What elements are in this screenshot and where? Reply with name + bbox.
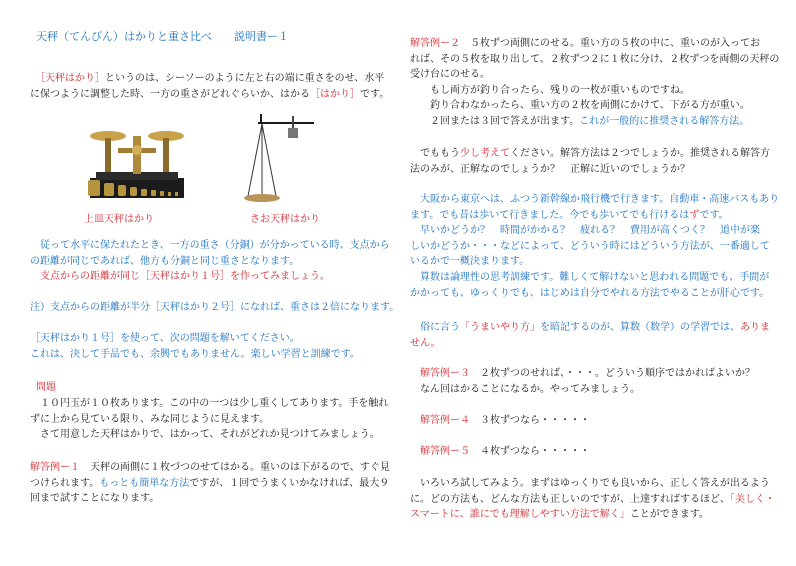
text-line bbox=[410, 116, 749, 128]
text-segment: 算数は論理性の思考訓練です。難しくて解けないと思われる問題でも、手間が bbox=[410, 272, 770, 283]
text-segment: ５枚ずつ両側にのせる。重い方の５枚の中に、重いのが入ってお bbox=[460, 38, 760, 49]
text-line bbox=[30, 302, 399, 314]
text-segment bbox=[410, 415, 420, 426]
text-segment: かかっても、ゆっくりでも、はじめは自分でやれる方法でやることが肝心です。 bbox=[410, 287, 770, 299]
text-segment: 従って水平に保たれたとき、一方の重さ（分銅）が分かっている時、支点から bbox=[30, 240, 390, 251]
text-segment: ありま bbox=[740, 322, 770, 333]
text-line bbox=[410, 69, 490, 81]
text-segment: 解答例ー４ bbox=[420, 415, 470, 426]
text-line bbox=[410, 210, 729, 222]
text-segment: ます。でも昔は歩いて行きました。今でも歩いてでも行けるは bbox=[410, 209, 690, 221]
text-segment: 「美しく・ bbox=[730, 493, 775, 505]
text-line bbox=[410, 194, 779, 206]
text-line bbox=[30, 462, 390, 474]
text-segment bbox=[410, 368, 420, 379]
text-segment: 受け台にのせる。 bbox=[410, 69, 490, 81]
text-segment: いろいろ試してみよう。まずはゆっくりでも良いから、正しく答えが出るよう bbox=[410, 478, 770, 489]
text-line bbox=[30, 73, 384, 85]
text-segment: 法のみが、正解なのでしょうか？ 正解に近いのでしょうか？ bbox=[410, 163, 690, 175]
text-segment: 解答例ー１ bbox=[30, 462, 80, 473]
text-line bbox=[30, 429, 380, 441]
text-segment: つけられます。 bbox=[30, 477, 100, 489]
caption-upper-plate-scale: 上皿天秤はかり bbox=[84, 214, 154, 225]
page-title: 天秤（てんびん）はかりと重さ比べ 説明書ー１ bbox=[36, 30, 289, 43]
text-line bbox=[30, 478, 389, 490]
steelyard-scale-image bbox=[238, 112, 318, 206]
weights-icon bbox=[88, 176, 198, 198]
text-segment: の距離が同じであれば、他方も分銅と同じ重さとなります。 bbox=[30, 255, 300, 267]
text-segment: というのは、シーソーのように左と右の端に重さをのせ、水平 bbox=[105, 73, 385, 84]
text-line bbox=[410, 288, 769, 300]
text-segment bbox=[30, 73, 40, 84]
text-line bbox=[410, 494, 775, 506]
text-segment: 解答例ー２ bbox=[410, 38, 460, 49]
text-segment: なん回はかることになるか。やってみましょう。 bbox=[410, 383, 640, 395]
text-line bbox=[410, 384, 640, 396]
text-segment: でももう bbox=[410, 148, 460, 159]
text-line bbox=[30, 349, 360, 361]
text-segment: これは、決して手品でも、余興でもありません。楽しい学習と訓練です。 bbox=[30, 348, 360, 360]
text-segment: もし両方が釣り合ったら、残りの一枚が重いものですね。 bbox=[410, 84, 690, 96]
text-line bbox=[410, 164, 690, 176]
text-line bbox=[410, 368, 755, 380]
text-segment: に。どの方法も、どんな方法も正しいのですが、上達すればするほど、 bbox=[410, 493, 730, 505]
text-segment: 大阪から東京へは、ふつう新幹線か飛行機で行きます。自動車・高速バスもあり bbox=[410, 194, 780, 205]
text-line bbox=[410, 148, 770, 160]
text-line bbox=[410, 415, 590, 427]
text-segment: 「うまいやり方」 bbox=[460, 322, 540, 333]
text-segment: スマートに、誰にでも理解しやすい方法で解く」 bbox=[410, 509, 630, 521]
text-segment: ［はかり］ bbox=[310, 88, 360, 100]
text-segment: ず bbox=[689, 209, 700, 221]
text-segment: 解答例ー３ bbox=[420, 368, 470, 379]
text-segment: もっとも簡単な方法 bbox=[99, 477, 190, 489]
text-line bbox=[410, 85, 690, 97]
text-line bbox=[410, 338, 441, 350]
text-segment: 注）支点からの距離が半分［天秤はかり２号］になれば、重さは２倍になります。 bbox=[30, 302, 400, 313]
text-segment: ［天秤はかり１号］を使って、次の問題を解いてください。 bbox=[30, 333, 300, 344]
text-line bbox=[30, 493, 159, 505]
text-segment: これが一般的に推奨される解答方法。 bbox=[579, 116, 750, 127]
text-segment: 天秤の両側に１枚づつのせてはかる。重いのは下がるので、すぐ見 bbox=[80, 462, 390, 473]
text-segment: 支点からの距離が同じ［天秤はかり１号］を作ってみましょう。 bbox=[30, 271, 330, 283]
text-line bbox=[30, 333, 300, 345]
text-segment: ２回または３回で答えが出ます。 bbox=[410, 116, 580, 127]
text-segment: 釣り合わなかったら、重い方の２枚を両側にかけて、下がる方が重い。 bbox=[410, 100, 750, 112]
text-segment: いるかで一概決まります。 bbox=[410, 256, 530, 268]
text-line bbox=[30, 271, 330, 283]
text-segment: を暗記するのが、算数（数学）の学習では、 bbox=[540, 322, 740, 333]
text-line bbox=[410, 272, 769, 284]
text-segment: ３枚ずつなら・・・・・ bbox=[470, 415, 590, 426]
text-line bbox=[410, 446, 590, 458]
text-segment: 俗に言う bbox=[410, 322, 460, 333]
text-line bbox=[410, 509, 709, 521]
text-line bbox=[410, 54, 779, 66]
text-segment: 解答例ー５ bbox=[420, 446, 470, 457]
text-line bbox=[410, 100, 750, 112]
text-segment: れば、その５枚を取り出して、２枚ずつ２に１枚に分け、２枚ずつを両側の天秤の bbox=[410, 53, 780, 65]
text-segment: １０円玉が１０枚あります。この中の一つは少し重くしてあります。手を触れ bbox=[30, 398, 389, 409]
text-segment: しいかどうか・・・などによって、どういう時にはどういう方法が、一番適して bbox=[410, 240, 770, 252]
problem-heading: 問題 bbox=[36, 382, 56, 393]
text-segment: 少し考えて bbox=[460, 148, 510, 159]
text-segment: せん。 bbox=[410, 337, 441, 349]
text-segment: ２枚ずつのせれば、・・・。どういう順序ではかればよいか？ bbox=[470, 368, 755, 379]
text-line bbox=[410, 225, 760, 237]
text-segment: に保つように調整した時、一方の重さがどれぐらいか、はかる bbox=[30, 88, 310, 100]
text-segment: ください。解答方法は２つでしょうか。推奨される解答方 bbox=[510, 148, 770, 159]
text-line bbox=[30, 398, 388, 410]
text-line bbox=[410, 241, 770, 253]
text-segment: 早いかどうか？ 時間がかかる？ 疲れる？ 費用が高くつく？ 道中が楽 bbox=[410, 225, 760, 237]
text-segment: ずに上から見ている限り、みな同じように見えます。 bbox=[30, 413, 270, 425]
text-line bbox=[30, 240, 390, 252]
text-segment: ４枚ずつなら・・・・・ bbox=[470, 446, 590, 457]
text-segment: 回まで試すことになります。 bbox=[30, 493, 160, 505]
text-line bbox=[410, 38, 760, 50]
text-line bbox=[410, 256, 529, 268]
text-segment: さて用意した天秤はかりで、はかって、それがどれか見つけてみましょう。 bbox=[30, 429, 380, 441]
text-line bbox=[410, 322, 770, 334]
text-segment: ［天秤はかり］ bbox=[40, 73, 105, 84]
text-segment: ことができます。 bbox=[629, 509, 710, 521]
text-line bbox=[30, 256, 299, 268]
text-line bbox=[410, 478, 770, 490]
text-segment: です。 bbox=[360, 88, 390, 100]
caption-steelyard-scale: さお天秤はかり bbox=[250, 214, 320, 225]
text-segment bbox=[410, 446, 420, 457]
text-segment: ですが、１回でうまくいかなければ、最大９ bbox=[189, 477, 390, 489]
text-line bbox=[30, 414, 269, 426]
text-line bbox=[30, 89, 389, 101]
text-segment: です。 bbox=[699, 209, 729, 221]
